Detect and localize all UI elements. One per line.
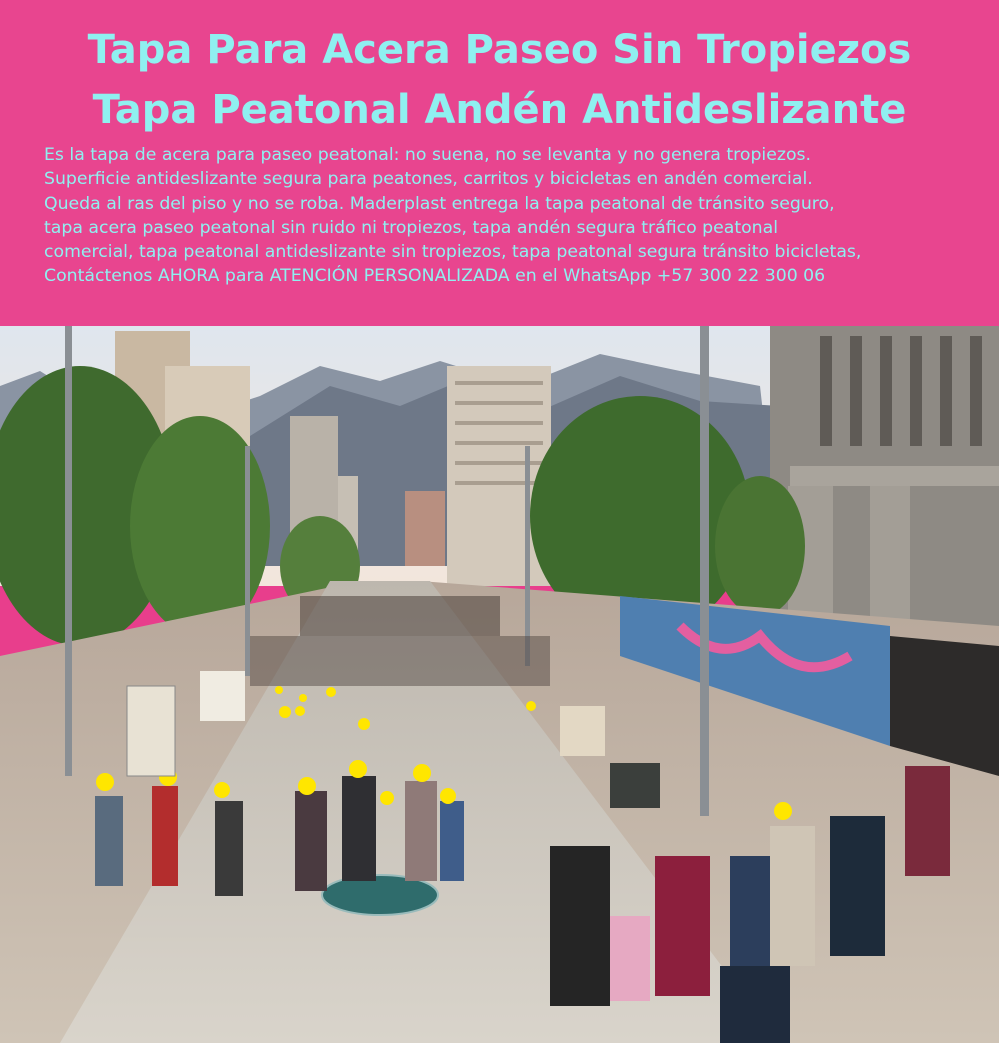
promo-banner	[0, 0, 999, 326]
banner-title-line-2: Tapa Peatonal Andén Antideslizante	[92, 87, 907, 133]
description-line-4: tapa acera paseo peatonal sin ruido ni tropiezos, tapa andén segura tráfico peatonal	[44, 217, 779, 238]
banner-description	[44, 143, 984, 289]
trash-bins	[610, 763, 660, 808]
street-lamp-right	[700, 326, 709, 816]
vendor-cart	[560, 706, 605, 756]
description-line-3: Queda al ras del piso y no se roba. Maderplast entrega la tapa peatonal de tránsito seguro,	[44, 193, 835, 214]
building-distant	[405, 491, 445, 566]
kiosk	[127, 686, 175, 776]
description-line-6: Contáctenos AHORA para ATENCIÓN PERSONALIZADA en el WhatsApp +57 300 22 300 06	[44, 266, 826, 287]
vendor-stand	[200, 671, 245, 721]
street-lamp-left	[65, 326, 72, 776]
street-scene-illustration	[0, 326, 999, 1043]
street-lamp	[525, 446, 530, 666]
street-lamp	[245, 446, 250, 676]
description-line-5: comercial, tapa peatonal antideslizante sin tropiezos, tapa peatonal segura tránsito bicicletas,	[44, 242, 862, 263]
description-line-1: Es la tapa de acera para paseo peatonal: no suena, no se levanta y no genera tropiezos.	[44, 145, 812, 165]
building-column	[870, 486, 910, 626]
building-right-ledge	[790, 466, 999, 486]
banner-title-line-1: Tapa Para Acera Paseo Sin Tropiezos	[87, 27, 912, 73]
tree-right-2	[715, 476, 805, 616]
description-line-2: Superficie antideslizante segura para peatones, carritos y bicicletas en andén comercial.	[44, 169, 813, 190]
street-photo	[0, 326, 999, 1043]
